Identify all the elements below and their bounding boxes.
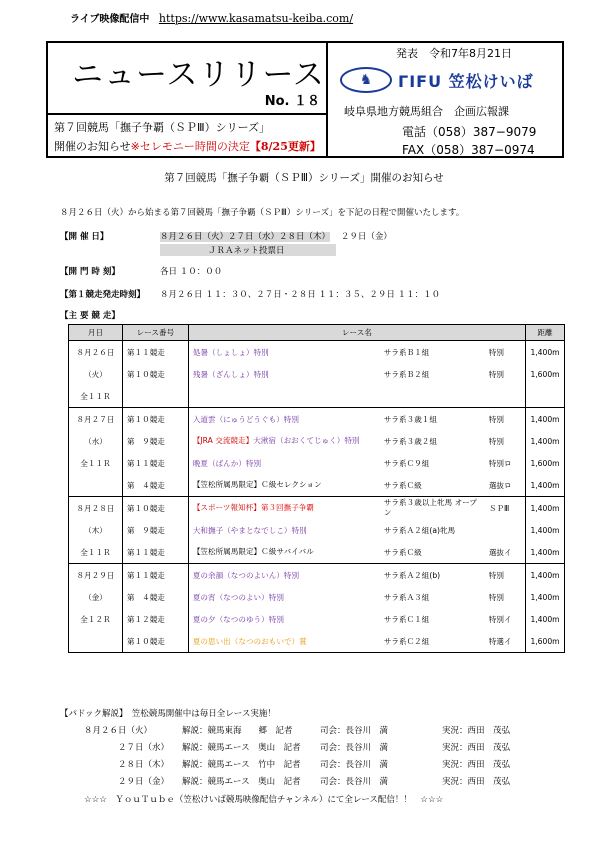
- col-race-no: レース番号: [122, 325, 188, 341]
- race-name-cell: [188, 497, 525, 564]
- paddock-title: 【パドック解説】 笠松競馬開催中は毎日全レース実施！: [60, 709, 276, 719]
- race-prefix: 【笠松所属馬限定】: [192, 547, 262, 556]
- race-class: サラ系Ａ２組(a)牝馬: [383, 525, 456, 535]
- race-grade: 特別: [488, 570, 504, 580]
- schedule-days-label: 【開 催 日】: [60, 232, 109, 242]
- race-total: 全１１Ｒ: [80, 391, 111, 401]
- race-no: 第 ９競走: [126, 525, 165, 535]
- race-class: サラ系Ｃ９組: [383, 458, 430, 468]
- race-distance: 1,600m: [530, 636, 560, 646]
- race-name: 夏の宵（なつのよい）特別: [192, 592, 284, 602]
- col-race-name: レース名: [188, 325, 525, 341]
- paddock-live: 実況：西田 茂弘: [442, 743, 511, 753]
- youtube-notice: ☆☆☆ ＹｏｕＴｕｂｅ（笠松けいば競馬映像配信チャンネル）にて全レース配信！！ ☆☆☆: [84, 795, 444, 805]
- paddock-host: 司会：長谷川 満: [320, 777, 389, 787]
- race-no: 第 ４競走: [126, 592, 165, 602]
- race-table: [68, 324, 565, 653]
- table-row: [69, 408, 565, 497]
- date-cell: [69, 564, 123, 653]
- distance-cell: [526, 497, 565, 564]
- paddock-commentator: 解説：競馬東海 郷 記者: [182, 726, 293, 736]
- race-grade: 選抜ロ: [488, 480, 512, 490]
- race-no-cell: [122, 408, 188, 497]
- paddock-row: [84, 775, 524, 787]
- race-no: 第１１競走: [126, 547, 165, 557]
- race-name: 大和撫子（やまとなでしこ）特別: [192, 525, 307, 535]
- notice-line-2: [54, 138, 321, 154]
- date-cell: [69, 408, 123, 497]
- race-name: 夏の余韻（なつのよいん）特別: [192, 570, 300, 580]
- race-total: 全１２Ｒ: [80, 614, 111, 624]
- race-name: 第３回撫子争覇: [260, 503, 315, 512]
- race-grade: 選抜イ: [488, 547, 512, 557]
- race-distance: 1,400m: [530, 347, 560, 357]
- race-class: サラ系Ｃ級: [383, 480, 422, 490]
- distance-cell: [526, 564, 565, 653]
- paddock-host: 司会：長谷川 満: [320, 726, 389, 736]
- paddock-commentator: 解説：競馬エース 竹中 記者: [182, 760, 301, 770]
- race-total: 全１１Ｒ: [80, 547, 111, 557]
- notice-panel: [48, 115, 328, 158]
- race-name: 晩夏（ばんか）特別: [192, 458, 262, 468]
- logo-text: ГIFU 笠松けいば: [398, 71, 534, 91]
- race-no: 第１１競走: [126, 458, 165, 468]
- race-distance: 1,400m: [530, 592, 560, 602]
- schedule-day-29: ２９日（金）: [340, 232, 392, 242]
- race-prefix: 【JRA 交流競走】: [192, 436, 254, 445]
- publisher-panel: [330, 43, 562, 156]
- race-name-cell: [188, 408, 525, 497]
- ceremony-note: ※セレモニー時間の決定: [130, 140, 250, 153]
- race-distance: 1,400m: [530, 436, 560, 446]
- gate-value: 各日 １０：００: [160, 267, 223, 277]
- race-class: サラ系Ｃ級: [383, 547, 422, 557]
- date-cell: [69, 341, 123, 408]
- race-class: サラ系Ａ３組: [383, 592, 430, 602]
- race-name: 夏の思い出（なつのおもいで）賞: [192, 636, 307, 646]
- date: ８月２６日: [76, 347, 115, 357]
- race-class: サラ系Ａ２組(b): [383, 570, 441, 580]
- main-races-label: 【主 要 競 走】: [60, 311, 120, 321]
- paddock-date: ８月２６日（火）: [84, 726, 153, 736]
- race-class: サラ系Ｃ２組: [383, 636, 430, 646]
- notice-line-1: 第７回競馬「撫子争覇（ＳＰⅢ）シリーズ」: [54, 121, 271, 134]
- date-cell: [69, 497, 123, 564]
- paddock-row: [84, 724, 524, 736]
- date: ８月２８日: [76, 503, 115, 513]
- paddock-commentator: 解説：競馬エース 奥山 記者: [182, 777, 301, 787]
- race-grade: 特選イ: [488, 636, 512, 646]
- table-row: [69, 564, 565, 653]
- paddock-date: ２７日（水）: [118, 743, 170, 753]
- race-grade: 特別: [488, 592, 504, 602]
- race-class: サラ系Ｂ２組: [383, 369, 430, 379]
- race-name: 夏の夕（なつのゆう）特別: [192, 614, 284, 624]
- race-name: 処暑（しょしょ）特別: [192, 347, 269, 357]
- race-no-cell: [122, 497, 188, 564]
- title-panel: [48, 43, 328, 115]
- race-no: 第１０競走: [126, 503, 165, 513]
- distance-cell: [526, 341, 565, 408]
- kasamatsu-logo: [340, 65, 554, 95]
- race-distance: 1,400m: [530, 480, 560, 490]
- race-grade: 特別: [488, 347, 504, 357]
- race-class: サラ系Ｂ１組: [383, 347, 430, 357]
- release-number: No. １８: [264, 94, 320, 109]
- race-no: 第１０競走: [126, 369, 165, 379]
- race-distance: 1,600m: [530, 458, 560, 468]
- phone-number: 電話（058）387−9079: [402, 125, 537, 139]
- race-name: Ｃ級セレクション: [261, 480, 322, 489]
- race-prefix: 【スポーツ報知杯】: [192, 503, 261, 512]
- schedule-days-value: [160, 230, 392, 242]
- race-distance: 1,400m: [530, 503, 560, 513]
- paddock-host: 司会：長谷川 満: [320, 760, 389, 770]
- race-no: 第 ４競走: [126, 480, 165, 490]
- race-class: サラ系３歳以上牝馬 オープン: [383, 498, 477, 517]
- live-banner-label: ライブ映像配信中: [70, 14, 150, 25]
- weekday: （水）: [84, 436, 107, 446]
- paddock-live: 実況：西田 茂弘: [442, 777, 511, 787]
- news-release-title: ニュースリリース: [72, 57, 325, 93]
- table-header-row: [69, 325, 565, 341]
- schedule-days-highlight: ８月２６日（火）２７日（水）２８日（木）: [160, 232, 331, 242]
- race-prefix: 【笠松所属馬限定】: [192, 480, 262, 489]
- paddock-date: ２９日（金）: [118, 777, 170, 787]
- table-row: [69, 497, 565, 564]
- race-no-cell: [122, 341, 188, 408]
- race-grade: ＳＰⅢ: [488, 503, 510, 513]
- weekday: （木）: [84, 525, 107, 535]
- col-distance: 距離: [526, 325, 565, 341]
- fax-number: FAX（058）387−0974: [402, 143, 535, 157]
- first-race-value: ８月２６日 １１：３０、２７日・２８日 １１：３５、２９日 １１：１０: [160, 290, 441, 300]
- race-distance: 1,600m: [530, 369, 560, 379]
- organization: 岐阜県地方競馬組合 企画広報課: [344, 105, 509, 118]
- race-name: 残暑（ざんしょ）特別: [192, 369, 269, 379]
- race-name-cell: [188, 341, 525, 408]
- race-grade: 特別イ: [488, 614, 512, 624]
- live-banner: [70, 10, 353, 25]
- race-grade: 特別: [488, 369, 504, 379]
- race-name-cell: [188, 564, 525, 653]
- horse-logo-icon: ♞: [340, 67, 392, 93]
- race-no: 第 ９競走: [126, 436, 165, 446]
- weekday: （金）: [84, 592, 107, 602]
- race-no: 第１０競走: [126, 414, 165, 424]
- document-title: 第７回競馬「撫子争覇（ＳＰⅢ）シリーズ」開催のお知らせ: [164, 172, 444, 184]
- jra-note: ＪＲＡネット投票日: [160, 244, 336, 256]
- gate-label: 【開 門 時 刻】: [60, 267, 120, 277]
- date: ８月２９日: [76, 570, 115, 580]
- race-grade: 特別: [488, 436, 504, 446]
- intro-text: ８月２６日（火）から始まる第７回競馬「撫子争覇（ＳＰⅢ）シリーズ」を下記の日程で開催いたします。: [60, 208, 465, 218]
- race-distance: 1,400m: [530, 547, 560, 557]
- race-distance: 1,400m: [530, 614, 560, 624]
- race-no: 第１２競走: [126, 614, 165, 624]
- table-row: [69, 341, 565, 408]
- race-grade: 特別ロ: [488, 458, 512, 468]
- race-name: Ｃ級サバイバル: [261, 547, 314, 556]
- distance-cell: [526, 408, 565, 497]
- update-tag: 【8/25更新】: [249, 140, 321, 153]
- race-name: 入道雲（にゅうどうぐも）特別: [192, 414, 299, 424]
- race-no: 第１０競走: [126, 636, 165, 646]
- paddock-date: ２８日（木）: [118, 760, 170, 770]
- race-no-cell: [122, 564, 188, 653]
- paddock-host: 司会：長谷川 満: [320, 743, 389, 753]
- race-distance: 1,400m: [530, 525, 560, 535]
- race-total: 全１１Ｒ: [80, 458, 111, 468]
- race-no: 第１１競走: [126, 347, 165, 357]
- notice-text: 開催のお知らせ: [54, 140, 131, 153]
- header-box: [46, 41, 564, 158]
- race-distance: 1,400m: [530, 414, 560, 424]
- col-date: 月日: [69, 325, 123, 341]
- paddock-live: 実況：西田 茂弘: [442, 726, 511, 736]
- publish-date: 発表 令和7年8月21日: [396, 47, 512, 60]
- weekday: （火）: [84, 369, 107, 379]
- paddock-live: 実況：西田 茂弘: [442, 760, 511, 770]
- paddock-row: [84, 741, 524, 753]
- website-link[interactable]: https://www.kasamatsu-keiba.com/: [158, 12, 354, 25]
- race-class: サラ系Ｃ１組: [383, 614, 430, 624]
- paddock-commentator: 解説：競馬エース 奥山 記者: [182, 743, 301, 753]
- race-name: 大湫宿（おおくてじゅく）特別: [253, 436, 360, 445]
- paddock-row: [84, 758, 524, 770]
- race-distance: 1,400m: [530, 570, 560, 580]
- race-no: 第１１競走: [126, 570, 165, 580]
- first-race-label: 【第１競走発走時刻】: [60, 290, 146, 300]
- race-class: サラ系３歳１組: [383, 414, 437, 424]
- race-grade: 特別: [488, 414, 504, 424]
- race-class: サラ系３歳２組: [383, 436, 437, 446]
- date: ８月２７日: [76, 414, 115, 424]
